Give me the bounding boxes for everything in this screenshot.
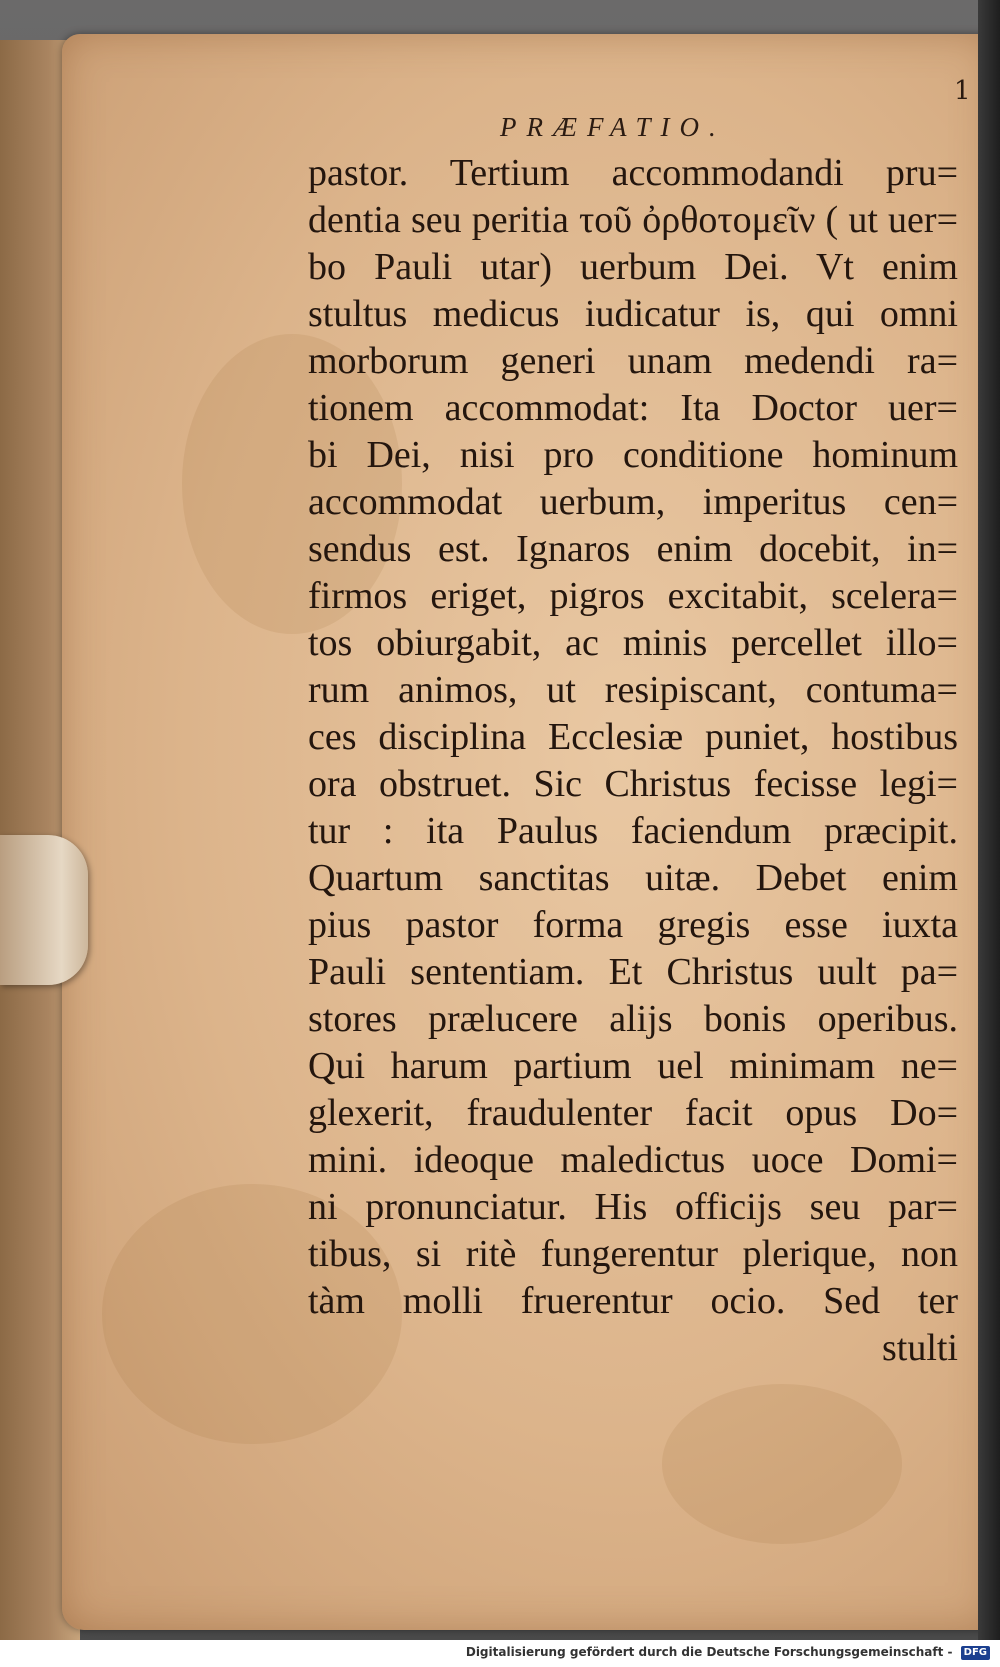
running-head: PRÆFATIO. [500, 112, 726, 142]
credit-text: Digitalisierung gefördert durch die Deutsche Forschungsgemeinschaft - [465, 1645, 953, 1659]
text-line: pastor. Tertium accommodandi pru= [308, 152, 958, 194]
text-block [308, 150, 958, 1372]
text-line: tibus, si ritè fungerentur plerique, non [308, 1233, 958, 1275]
text-line: sendus est. Ignaros enim docebit, in= [308, 528, 958, 570]
text-line: tur : ita Paulus faciendum præcipit. [308, 810, 958, 852]
text-line: tàm molli fruerentur ocio. Sed ter [308, 1280, 958, 1322]
text-line: ces disciplina Ecclesiæ puniet, hostibus [308, 716, 958, 758]
text-line: accommodat uerbum, imperitus cen= [308, 481, 958, 523]
text-line: ora obstruet. Sic Christus fecisse legi= [308, 763, 958, 805]
text-line: firmos eriget, pigros excitabit, scelera= [308, 575, 958, 617]
text-line: glexerit, fraudulenter facit opus Do= [308, 1092, 958, 1134]
text-line: stultus medicus iudicatur is, qui omni [308, 293, 958, 335]
text-line: ni pronunciatur. His officijs seu par= [308, 1186, 958, 1228]
book-clasp [0, 835, 88, 985]
text-line: tionem accommodat: Ita Doctor uer= [308, 387, 958, 429]
paper-stain [662, 1384, 902, 1544]
catchword: stulti [881, 1327, 958, 1369]
text-line: Quartum sanctitas uitæ. Debet enim [308, 857, 958, 899]
text-line: stores prælucere alijs bonis operibus. [308, 998, 958, 1040]
text-line: mini. ideoque maledictus uoce Domi= [308, 1139, 958, 1181]
folio-number: 1 [954, 76, 971, 106]
text-line: tos obiurgabit, ac minis percellet illo= [308, 622, 958, 664]
text-line: pius pastor forma gregis esse iuxta [308, 904, 958, 946]
text-line: bi Dei, nisi pro conditione hominum [308, 434, 958, 476]
text-line: Qui harum partium uel minimam ne= [308, 1045, 958, 1087]
text-line: rum animos, ut resipiscant, contuma= [308, 669, 958, 711]
dfg-logo: DFG [961, 1646, 990, 1660]
text-line: dentia seu peritia τοῦ ὀρθοτομεῖν ( ut uer= [308, 199, 958, 241]
digitization-credit [466, 1645, 990, 1660]
scan-edge [978, 0, 1000, 1640]
text-line: morborum generi unam medendi ra= [308, 340, 958, 382]
text-line: bo Pauli utar) uerbum Dei. Vt enim [308, 246, 958, 288]
text-line: Pauli sententiam. Et Christus uult pa= [308, 951, 958, 993]
